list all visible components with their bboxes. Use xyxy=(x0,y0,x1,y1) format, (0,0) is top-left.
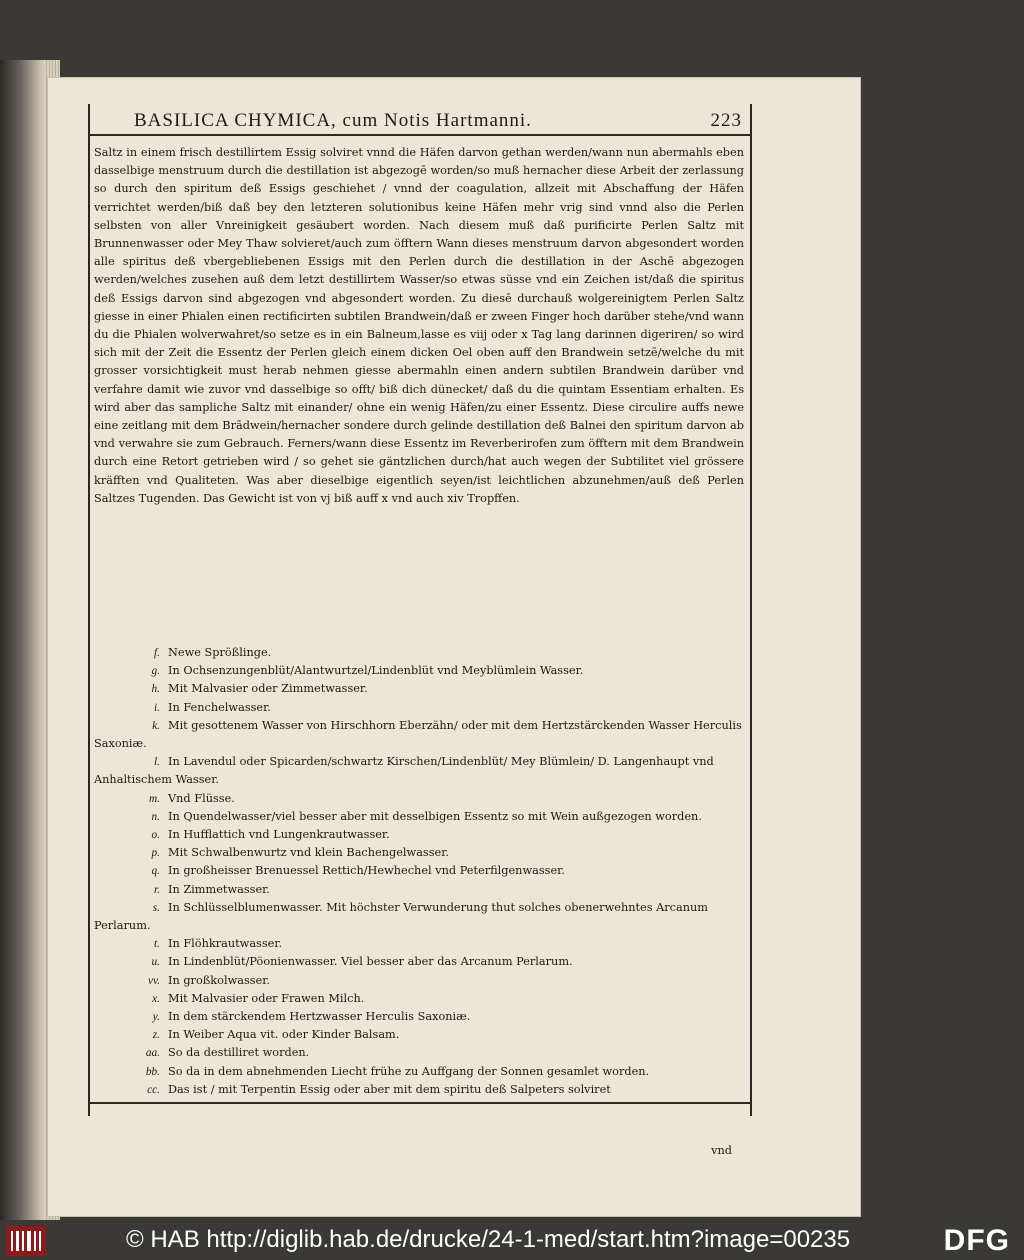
note-item xyxy=(94,753,744,789)
note-text: In Lindenblüt/Pöonienwasser. Viel besser aber das Arcanum Perlarum. xyxy=(168,955,573,969)
note-text: In Zimmetwasser. xyxy=(168,882,270,896)
note-text: In Fenchelwasser. xyxy=(168,700,271,714)
note-item xyxy=(94,1008,744,1026)
note-text: Mit Malvasier oder Zimmetwasser. xyxy=(168,682,368,696)
note-item xyxy=(94,717,744,753)
note-text: In großkolwasser. xyxy=(168,973,271,987)
note-item xyxy=(94,1063,744,1081)
note-label: f. xyxy=(154,647,160,659)
note-label: u. xyxy=(151,956,160,969)
book-page xyxy=(48,78,860,1216)
note-label: r. xyxy=(154,883,160,896)
note-text: In großheisser Brenuessel Rettich/Hewhechel vnd Peterfilgenwasser. xyxy=(168,864,565,878)
note-item xyxy=(94,862,744,880)
note-item xyxy=(94,972,744,990)
note-text: In Ochsenzungenblüt/Alantwurtzel/Lindenblüt vnd Meyblümlein Wasser. xyxy=(168,664,584,678)
note-item xyxy=(94,826,744,844)
note-label: p. xyxy=(151,847,160,860)
copyright-url[interactable]: © HAB http://diglib.hab.de/drucke/24-1-med/start.htm?image=00235 xyxy=(126,1226,851,1253)
note-label: t. xyxy=(154,938,160,951)
note-label: y. xyxy=(152,1011,160,1024)
note-label: o. xyxy=(151,829,160,842)
note-label: q. xyxy=(151,865,160,878)
note-item xyxy=(94,790,744,808)
note-text: So da destilliret worden. xyxy=(168,1046,310,1060)
catchword: vnd xyxy=(711,1144,732,1157)
note-item xyxy=(94,1026,744,1044)
note-text: Das ist / mit Terpentin Essig oder aber mit dem spiritu deß Salpeters solviret xyxy=(168,1082,611,1096)
notes-list xyxy=(94,644,744,1099)
note-item xyxy=(94,990,744,1008)
note-item xyxy=(94,935,744,953)
note-item xyxy=(94,844,744,862)
body-paragraph: Saltz in einem frisch destillirtem Essig solviret vnnd die Häfen darvon gethan werden/wann nun abermahls eben dasselbige menstruum durch die destillation ist abgezogē worden/so muß hernacher diese Arbeit der zerlassung so durch den spiritum deß Essigs geschiehet / vnnd der coagulation, allzeit mit Abschaffung der Häfen verrichtet werden/biß daß bey den letzteren solutionibus keine Häfen mehr vrig sind vnnd also die Perlen selbsten von aller Vnreinigkeit gesäubert worden. Nach diesem muß daß purificirte Perlen Saltz mit Brunnenwasser oder Mey Thaw solvieret/auch zum öfftern Wann dieses menstruum darvon abgesondert worden alle spiritus deß vbergebliebenen Essigs mit den Perlen durch die destillation in der Aschē abgezogen werden/welches zusehen auß dem letzt destillirtem Wasser/so etwas süsse vnd ein Zeichen ist/daß die spiritus deß Essigs darvon sind abgezogen vnd abgesondert worden. Zu diesē durchauß wolgereinigtem Perlen Saltz giesse in einer Phialen einen rectificirten subtilen Brandwein/daß er zween Finger hoch darüber stehe/vnd wann du die Phialen wolverwahret/so setze es in ein Balneum,lasse es viij oder x Tag lang darinnen digeriren/ so wird sich mit der Zeit die Essentz der Perlen gleich einem dicken Oel oben auff den Brandwein setzē/welche du mit grosser vorsichtigkeit must herab nehmen giesse abermahln einen andern subtilen Brandwein darüber vnd verfahre damit wie zuvor vnd dasselbige so offt/ biß dich dünecket/ daß du die quintam Essentiam erhalten. Es wird aber das sampliche Saltz mit einander/ ohne ein wenig Häfen/zu einer Essentz. Diese circulire auffs newe eine zeitlang mit dem Brādwein/hernacher sondere durch gelinde destillation deß Balnei den spiritum darvon ab vnd verwahre sie zum Gebrauch. Ferners/wann diese Essentz im Reverberirofen zum öfftern mit dem Brandwein durch eine Retort getrieben wird / so gehet sie gäntzlichen durch/hat auch wegen der Subtilitet viel grössere kräfften vnd Qualiteten. Was aber dieselbige eigentlich seyen/ist leichtlichen abzunehmen/auß deß Perlen Saltzes Tugenden. Das Gewicht ist von vj biß auff x vnd auch xiv Tropffen. xyxy=(94,146,744,505)
note-label: vv. xyxy=(147,974,160,987)
note-item xyxy=(94,699,744,717)
note-label: z. xyxy=(152,1029,160,1042)
body-text xyxy=(94,144,744,508)
note-label: m. xyxy=(149,792,160,805)
note-text: In Schlüsselblumenwasser. Mit höchster Verwunderung thut solches obenerwehntes Arcanum Perlarum. xyxy=(94,900,708,933)
note-item xyxy=(94,1044,744,1062)
note-item xyxy=(94,899,744,935)
viewer-footer xyxy=(0,1222,1024,1260)
note-item xyxy=(94,662,744,680)
note-label: x. xyxy=(152,992,160,1005)
note-label: k. xyxy=(152,719,160,732)
note-item xyxy=(94,644,744,662)
running-head-title: BASILICA CHYMICA, cum Notis Hartmanni. xyxy=(134,110,532,131)
note-item xyxy=(94,680,744,698)
note-text: In Weiber Aqua vit. oder Kinder Balsam. xyxy=(168,1028,400,1042)
note-label: aa. xyxy=(145,1047,160,1060)
note-text: So da in dem abnehmenden Liecht frühe zu Auffgang der Sonnen gesamlet worden. xyxy=(168,1064,650,1078)
note-item xyxy=(94,881,744,899)
note-item xyxy=(94,953,744,971)
note-label: cc. xyxy=(147,1083,160,1096)
running-head xyxy=(88,106,748,134)
note-text: Vnd Flüsse. xyxy=(168,791,235,805)
note-text: Mit Malvasier oder Frawen Milch. xyxy=(168,991,365,1005)
note-label: n. xyxy=(151,810,160,823)
note-label: i. xyxy=(154,701,160,714)
note-text: Newe Sprößlinge. xyxy=(168,646,272,659)
note-text: In Quendelwasser/viel besser aber mit desselbigen Essentz so mit Wein außgezogen worden. xyxy=(168,809,702,823)
page-number: 223 xyxy=(710,110,742,131)
note-text: In dem stärckendem Hertzwasser Herculis Saxoniæ. xyxy=(168,1010,471,1024)
note-text: Mit Schwalbenwurtz vnd klein Bachengelwasser. xyxy=(168,846,449,860)
note-text: In Hufflattich vnd Lungenkrautwasser. xyxy=(168,828,390,842)
note-item xyxy=(94,1081,744,1099)
note-label: bb. xyxy=(145,1065,160,1078)
hab-barcode-logo-icon xyxy=(6,1226,46,1256)
note-item xyxy=(94,808,744,826)
note-label: g. xyxy=(151,665,160,678)
note-label: s. xyxy=(152,901,160,914)
note-text: In Flöhkrautwasser. xyxy=(168,937,283,951)
dfg-logo: DFG xyxy=(943,1224,1010,1257)
note-label: l. xyxy=(154,756,160,769)
note-label: h. xyxy=(151,683,160,696)
note-text: Mit gesottenem Wasser von Hirschhorn Eberzähn/ oder mit dem Hertzstärckenden Wasser Herculis Saxoniæ. xyxy=(94,718,742,751)
note-text: In Lavendul oder Spicarden/schwartz Kirschen/Lindenblüt/ Mey Blümlein/ D. Langenhaupt vnd Anhaltischem Wasser. xyxy=(94,755,714,787)
